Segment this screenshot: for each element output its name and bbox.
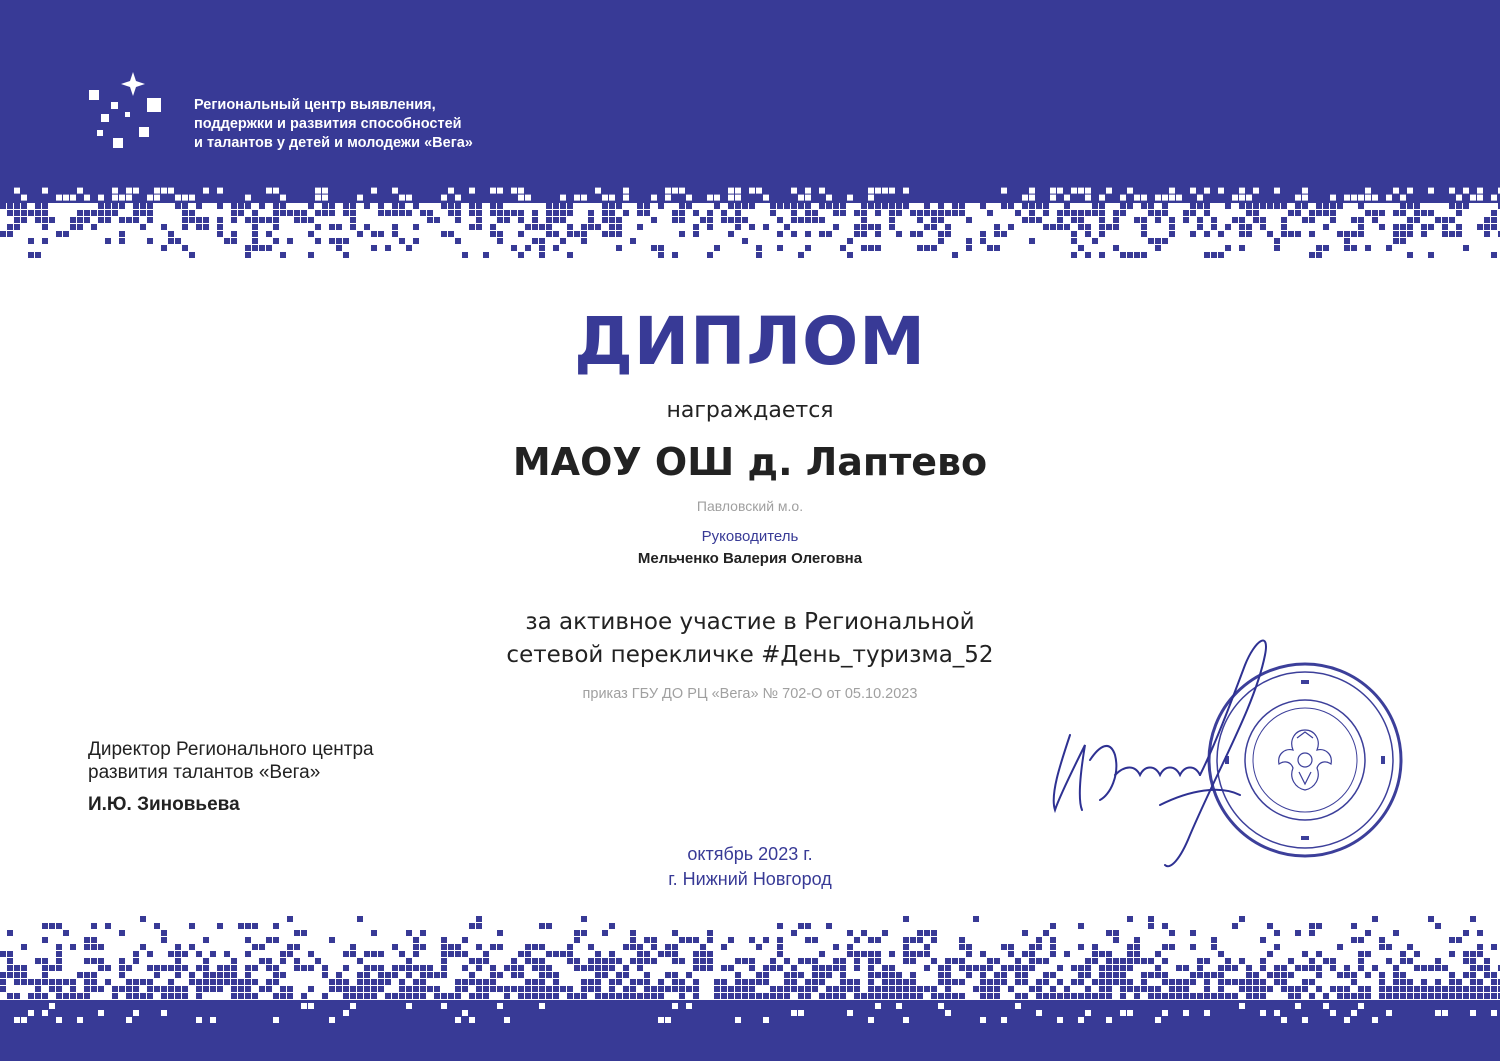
district-text: Павловский м.о.	[696, 498, 804, 514]
signature	[1030, 625, 1300, 875]
leader-name: Мельченко Валерия Олеговна	[637, 550, 863, 567]
order-reference: приказ ГБУ ДО РЦ «Вега» № 702-О от 05.10.2023	[582, 686, 918, 702]
issue-city: г. Нижний Новгород	[668, 869, 832, 889]
recipient-name: МАОУ ОШ д. Лаптево	[512, 440, 988, 484]
director-name: И.Ю. Зиновьева	[88, 794, 240, 815]
footer-band	[0, 1000, 1500, 1061]
diploma-title: ДИПЛОМ	[574, 303, 926, 380]
position-line-2: развития талантов «Вега»	[88, 762, 321, 783]
issue-date: октябрь 2023 г.	[687, 844, 813, 864]
position-line-1: Директор Регионального центра	[88, 739, 374, 760]
org-line-3: и талантов у детей и молодежи «Вега»	[194, 135, 473, 151]
org-line-2: поддержки и развития способностей	[194, 116, 462, 132]
awarded-text: награждается	[666, 398, 834, 423]
org-line-1: Региональный центр выявления,	[194, 97, 436, 113]
reason-line-1: за активное участие в Региональной	[525, 609, 975, 635]
director-position	[88, 738, 488, 784]
organization-name	[194, 96, 534, 153]
reason-line-2: сетевой перекличке #День_туризма_52	[506, 642, 994, 668]
logo-icon	[85, 72, 165, 152]
leader-label: Руководитель	[701, 528, 799, 545]
